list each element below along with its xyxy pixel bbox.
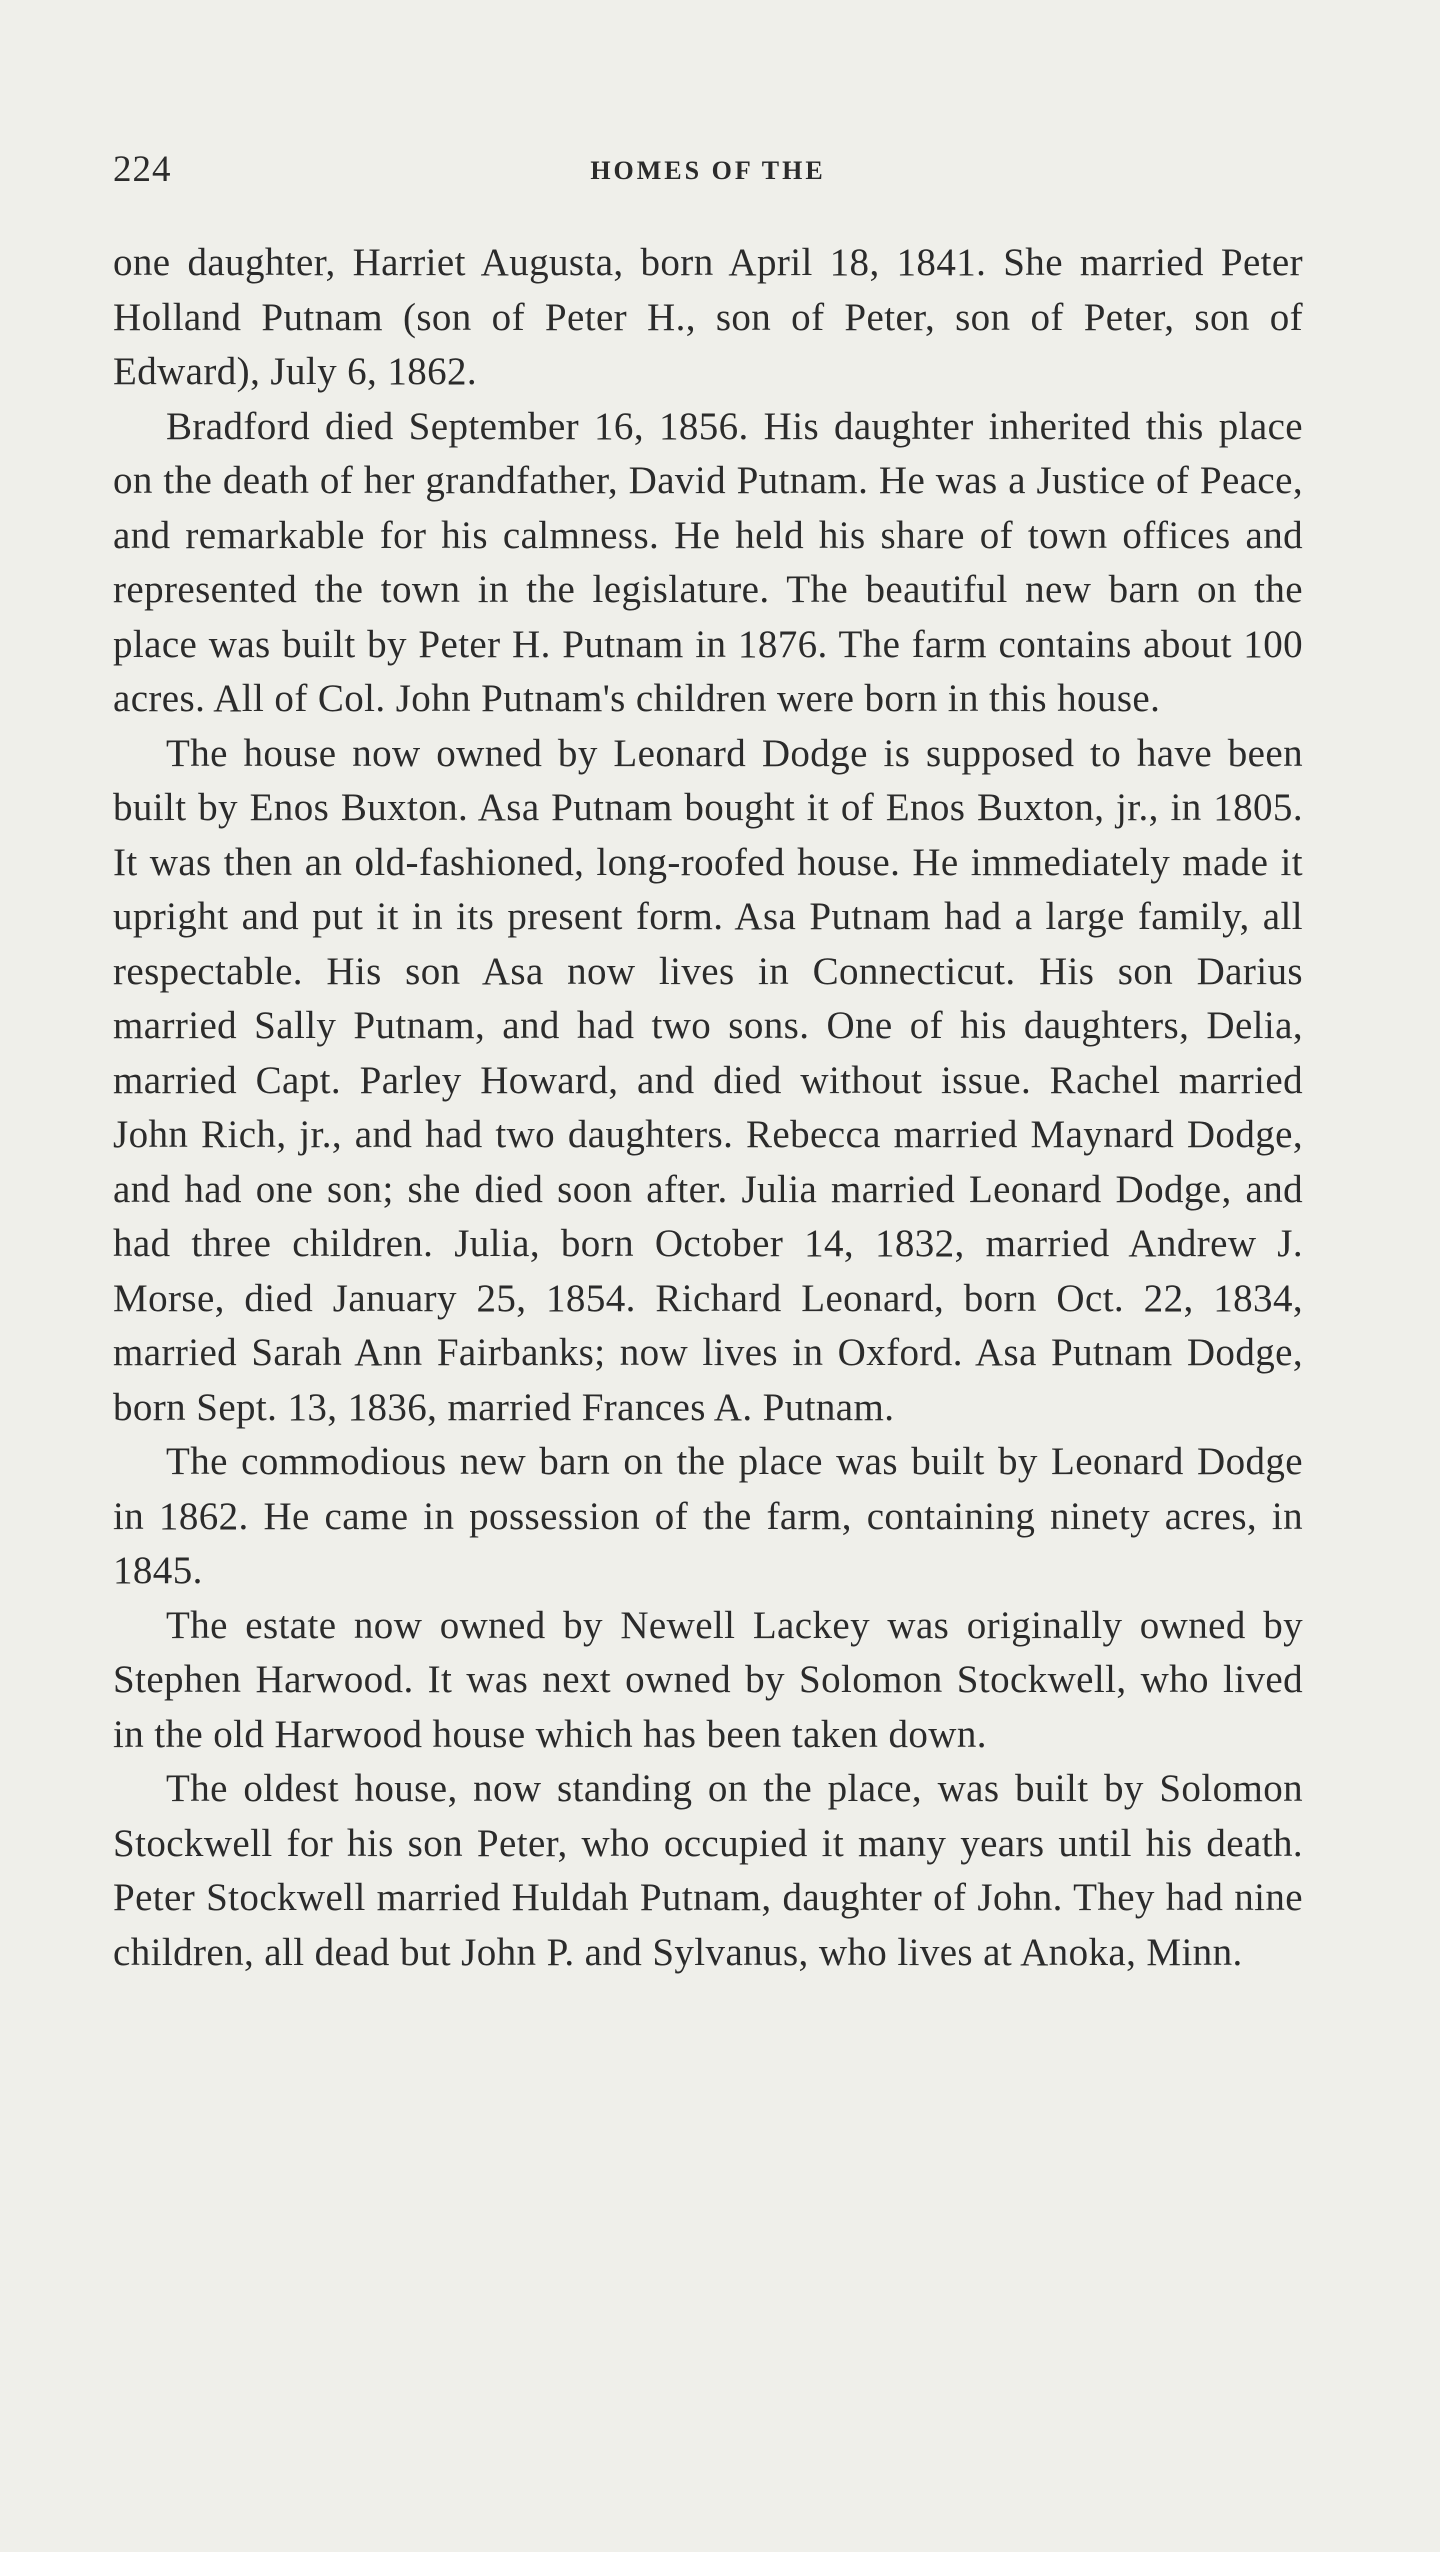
paragraph-continued: one daughter, Harriet Augusta, born April 18, 1841. She married Peter Holland Putnam (son of Peter H., son of Peter, son of Peter, son of Edward), July 6, 1862.: [113, 241, 1303, 393]
page-header: [113, 148, 1303, 198]
paragraph-bradford: Bradford died September 16, 1856. His daughter inherited this place on the death of her grandfather, David Putnam. He was a Justice of Peace, and remarkable for his calmness. He held his share of town offices and represented the town in the legislature. The beautiful new barn on the place was built by Peter H. Putnam in 1876. The farm contains about 100 acres. All of Col. John Putnam's children were born in this house.: [113, 404, 1303, 720]
paragraph-leonard-dodge-house: The house now owned by Leonard Dodge is supposed to have been built by Enos Buxton. Asa Putnam bought it of Enos Buxton, jr., in 1805. It was then an old-fashioned, long-roofed house. He immediately made it upright and put it in its present form. Asa Putnam had a large family, all respectable. His son Asa now lives in Connecticut. His son Darius married Sally Putnam, and had two sons. One of his daughters, Delia, married Capt. Parley Howard, and died without issue. Rachel married John Rich, jr., and had two daughters. Rebecca married Maynard Dodge, and had one son; she died soon after. Julia married Leonard Dodge, and had three children. Julia, born October 14, 1832, married Andrew J. Morse, died January 25, 1854. Richard Leonard, born Oct. 22, 1834, married Sarah Ann Fairbanks; now lives in Oxford. Asa Putnam Dodge, born Sept. 13, 1836, married Frances A. Putnam.: [113, 731, 1303, 1429]
paragraph-oldest-house: The oldest house, now standing on the place, was built by Solomon Stockwell for his son Peter, who occupied it many years until his death. Peter Stockwell married Huldah Putnam, daughter of John. They had nine children, all dead but John P. and Sylvanus, who lives at Anoka, Minn.: [113, 1767, 1303, 1974]
body-text: [113, 236, 1303, 1980]
running-head: HOMES OF THE: [590, 156, 826, 185]
paragraph-commodious-barn: The commodious new barn on the place was built by Leonard Dodge in 1862. He came in possession of the farm, containing ninety acres, in 1845.: [113, 1440, 1303, 1592]
page-number: 224: [113, 149, 172, 190]
paragraph-newell-lackey-estate: The estate now owned by Newell Lackey was originally owned by Stephen Harwood. It was next owned by Solomon Stockwell, who lived in the old Harwood house which has been taken down.: [113, 1603, 1303, 1756]
